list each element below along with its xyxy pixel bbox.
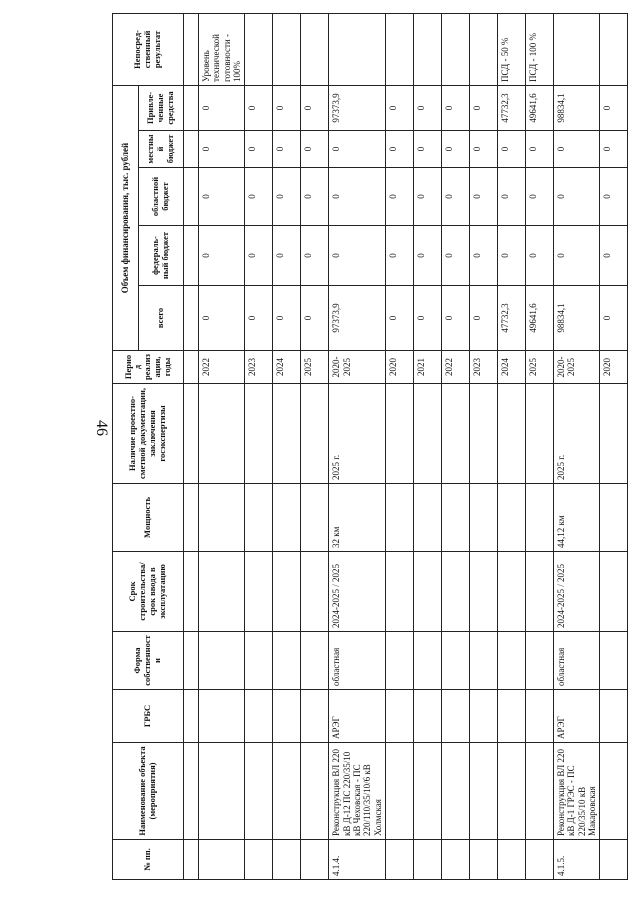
cell-psd: 2025 г. (554, 384, 600, 484)
cell-capacity (470, 484, 498, 552)
cell-result (554, 13, 600, 85)
cell-local: 0 (498, 131, 526, 168)
cell-regional: 0 (554, 168, 600, 226)
cell-term (470, 552, 498, 632)
cell-name (442, 743, 470, 840)
cell-attracted: 0 (386, 85, 414, 130)
cell-term (600, 552, 628, 632)
cell-grbs (245, 690, 273, 743)
cell-federal: 0 (470, 226, 498, 286)
cell-grbs (498, 690, 526, 743)
cell-psd (273, 384, 301, 484)
cell-grbs (273, 690, 301, 743)
cell-local: 0 (554, 131, 600, 168)
table-row (386, 13, 414, 879)
cell-total: 0 (470, 286, 498, 351)
header-ownership: Форма собственности (113, 632, 184, 690)
cell-local: 0 (526, 131, 554, 168)
cell-ownership (414, 632, 442, 690)
header-grbs: ГРБС (113, 690, 184, 743)
cell-no (498, 840, 526, 880)
cell-ownership (442, 632, 470, 690)
header-no: № пп. (113, 840, 184, 880)
cell-ownership (526, 632, 554, 690)
cell-capacity (414, 484, 442, 552)
cell-total: 97373,9 (329, 286, 386, 351)
cell-grbs: АРЭГ (554, 690, 600, 743)
cell-federal: 0 (498, 226, 526, 286)
cell-total: 0 (442, 286, 470, 351)
cell-local: 0 (329, 131, 386, 168)
table-row (470, 13, 498, 879)
cell-year: 2020 (600, 351, 628, 384)
cell-federal: 0 (554, 226, 600, 286)
cell-no (199, 840, 245, 880)
cell-name (526, 743, 554, 840)
cell-grbs (470, 690, 498, 743)
cell-local: 0 (470, 131, 498, 168)
cell-result (245, 13, 273, 85)
cell-attracted: 0 (600, 85, 628, 130)
cell-local: 0 (199, 131, 245, 168)
cell-name (414, 743, 442, 840)
cell-result (386, 13, 414, 85)
cell-psd: 2025 г. (329, 384, 386, 484)
cell-psd (600, 384, 628, 484)
cell-name (498, 743, 526, 840)
cell-year: 2025 (301, 351, 329, 384)
cell-total: 98834,1 (554, 286, 600, 351)
cell-regional: 0 (526, 168, 554, 226)
cell-result: ПСД - 50 % (498, 13, 526, 85)
table-row (199, 13, 245, 879)
cell-local: 0 (442, 131, 470, 168)
cell-psd (386, 384, 414, 484)
cell-term: 2024-2025 / 2025 (554, 552, 600, 632)
cell-local: 0 (386, 131, 414, 168)
header-capacity: Мощность (113, 484, 184, 552)
cell-total: 0 (245, 286, 273, 351)
cell-total: 47732,3 (498, 286, 526, 351)
cell-no (414, 840, 442, 880)
cell-attracted: 0 (301, 85, 329, 130)
cell-name (600, 743, 628, 840)
cell-term (526, 552, 554, 632)
cell-attracted: 97373,9 (329, 85, 386, 130)
cell-year: 2021 (414, 351, 442, 384)
cell-attracted: 47732,3 (498, 85, 526, 130)
cell-regional: 0 (245, 168, 273, 226)
header-local: местный бюджет (139, 131, 184, 168)
cell-result (414, 13, 442, 85)
cell-name (386, 743, 414, 840)
cell-psd (498, 384, 526, 484)
cell-term (498, 552, 526, 632)
cell-ownership (470, 632, 498, 690)
cell-year: 2020 (386, 351, 414, 384)
page-number: 46 (93, 420, 110, 436)
cell-grbs: АРЭГ (329, 690, 386, 743)
cell-regional: 0 (414, 168, 442, 226)
cell-local: 0 (414, 131, 442, 168)
cell-attracted: 49641,6 (526, 85, 554, 130)
cell-federal: 0 (414, 226, 442, 286)
header-psd: Наличие проектно-сметной документации, заключения госэкспертизы (113, 384, 184, 484)
cell-year: 2023 (245, 351, 273, 384)
cell-local: 0 (301, 131, 329, 168)
cell-term: 2024-2025 / 2025 (329, 552, 386, 632)
cell-capacity: 32 км (329, 484, 386, 552)
cell-name (245, 743, 273, 840)
cell-no (526, 840, 554, 880)
cell-local: 0 (273, 131, 301, 168)
cell-grbs (301, 690, 329, 743)
cell-no (600, 840, 628, 880)
cell-name (301, 743, 329, 840)
cell-total: 0 (199, 286, 245, 351)
cell-year: 2024 (273, 351, 301, 384)
cell-no (442, 840, 470, 880)
cell-grbs (600, 690, 628, 743)
cell-federal: 0 (526, 226, 554, 286)
cell-name: Реконструкция ВЛ 220 кВ Д-12 ПС 220/35/10 кВ Чеховская - ПС 220/110/35/10/6 кВ Холмская (329, 743, 386, 840)
cell-regional: 0 (386, 168, 414, 226)
cell-attracted: 0 (470, 85, 498, 130)
cell-psd (526, 384, 554, 484)
cell-no (245, 840, 273, 880)
cell-ownership: областная (554, 632, 600, 690)
cell-local: 0 (600, 131, 628, 168)
cell-attracted: 0 (245, 85, 273, 130)
cell-name (273, 743, 301, 840)
cell-total: 0 (414, 286, 442, 351)
cell-ownership (199, 632, 245, 690)
cell-result (273, 13, 301, 85)
cell-federal: 0 (600, 226, 628, 286)
header-attracted: Привле-ченные средства (139, 85, 184, 130)
cell-capacity (498, 484, 526, 552)
cell-year: 2020-2025 (329, 351, 386, 384)
cell-psd (245, 384, 273, 484)
cell-result: Уровень технической готовности - 100% (199, 13, 245, 85)
cell-term (386, 552, 414, 632)
cell-capacity (199, 484, 245, 552)
cell-name (199, 743, 245, 840)
cell-capacity (301, 484, 329, 552)
header-federal: федераль-ный бюджет (139, 226, 184, 286)
header-financing: Объем финансирования, тыс. рублей (113, 85, 139, 350)
table-row (329, 13, 386, 879)
spacer-row (184, 13, 199, 879)
cell-grbs (526, 690, 554, 743)
table-row (273, 13, 301, 879)
cell-grbs (414, 690, 442, 743)
cell-result: ПСД - 100 % (526, 13, 554, 85)
cell-federal: 0 (199, 226, 245, 286)
header-total: всего (139, 286, 184, 351)
cell-capacity: 44,12 км (554, 484, 600, 552)
cell-result (442, 13, 470, 85)
cell-no: 4.1.5. (554, 840, 600, 880)
table-row (600, 13, 628, 879)
cell-regional: 0 (600, 168, 628, 226)
header-period: Период реализации, годы (113, 351, 184, 384)
header-name: Наименование объекта (мероприятия) (113, 743, 184, 840)
cell-capacity (600, 484, 628, 552)
cell-capacity (386, 484, 414, 552)
cell-year: 2024 (498, 351, 526, 384)
cell-no (273, 840, 301, 880)
table-row (442, 13, 470, 879)
cell-local: 0 (245, 131, 273, 168)
cell-no: 4.1.4. (329, 840, 386, 880)
table-row (245, 13, 273, 879)
cell-capacity (442, 484, 470, 552)
financing-table (112, 13, 628, 880)
cell-regional: 0 (329, 168, 386, 226)
cell-capacity (245, 484, 273, 552)
cell-federal: 0 (442, 226, 470, 286)
cell-year: 2023 (470, 351, 498, 384)
cell-capacity (526, 484, 554, 552)
cell-federal: 0 (245, 226, 273, 286)
cell-attracted: 0 (442, 85, 470, 130)
cell-no (386, 840, 414, 880)
table-row (414, 13, 442, 879)
cell-total: 0 (301, 286, 329, 351)
table-row (301, 13, 329, 879)
cell-name: Реконструкция ВЛ 220 кВ Д-1 ГРЭС - ПС 220/35/10 кВ Макаровская (554, 743, 600, 840)
cell-total: 0 (600, 286, 628, 351)
cell-grbs (199, 690, 245, 743)
cell-regional: 0 (470, 168, 498, 226)
cell-federal: 0 (329, 226, 386, 286)
cell-year: 2022 (442, 351, 470, 384)
table-row (554, 13, 600, 879)
cell-ownership (245, 632, 273, 690)
cell-name (470, 743, 498, 840)
cell-regional: 0 (301, 168, 329, 226)
cell-attracted: 0 (414, 85, 442, 130)
cell-year: 2020-2025 (554, 351, 600, 384)
cell-no (301, 840, 329, 880)
cell-regional: 0 (442, 168, 470, 226)
cell-term (199, 552, 245, 632)
header-term: Срок строительства/ срок ввода в эксплуатацию (113, 552, 184, 632)
cell-attracted: 0 (199, 85, 245, 130)
cell-grbs (442, 690, 470, 743)
cell-term (414, 552, 442, 632)
cell-year: 2025 (526, 351, 554, 384)
cell-regional: 0 (199, 168, 245, 226)
cell-capacity (273, 484, 301, 552)
cell-total: 0 (386, 286, 414, 351)
cell-attracted: 0 (273, 85, 301, 130)
cell-ownership (498, 632, 526, 690)
cell-result (301, 13, 329, 85)
cell-psd (199, 384, 245, 484)
cell-ownership: областная (329, 632, 386, 690)
cell-term (442, 552, 470, 632)
cell-ownership (386, 632, 414, 690)
cell-term (301, 552, 329, 632)
cell-total: 49641,6 (526, 286, 554, 351)
cell-federal: 0 (273, 226, 301, 286)
cell-no (470, 840, 498, 880)
cell-result (470, 13, 498, 85)
cell-psd (442, 384, 470, 484)
cell-psd (470, 384, 498, 484)
table-row (526, 13, 554, 879)
cell-regional: 0 (273, 168, 301, 226)
cell-psd (301, 384, 329, 484)
cell-attracted: 98834,1 (554, 85, 600, 130)
cell-psd (414, 384, 442, 484)
cell-grbs (386, 690, 414, 743)
cell-result (329, 13, 386, 85)
header-regional: областной бюджет (139, 168, 184, 226)
cell-regional: 0 (498, 168, 526, 226)
header-row (113, 13, 139, 879)
cell-term (273, 552, 301, 632)
cell-term (245, 552, 273, 632)
header-result: Непосред-ственный результат (113, 13, 184, 85)
cell-ownership (600, 632, 628, 690)
cell-total: 0 (273, 286, 301, 351)
cell-federal: 0 (301, 226, 329, 286)
table-row (498, 13, 526, 879)
cell-ownership (301, 632, 329, 690)
cell-result (600, 13, 628, 85)
cell-ownership (273, 632, 301, 690)
cell-year: 2022 (199, 351, 245, 384)
cell-federal: 0 (386, 226, 414, 286)
